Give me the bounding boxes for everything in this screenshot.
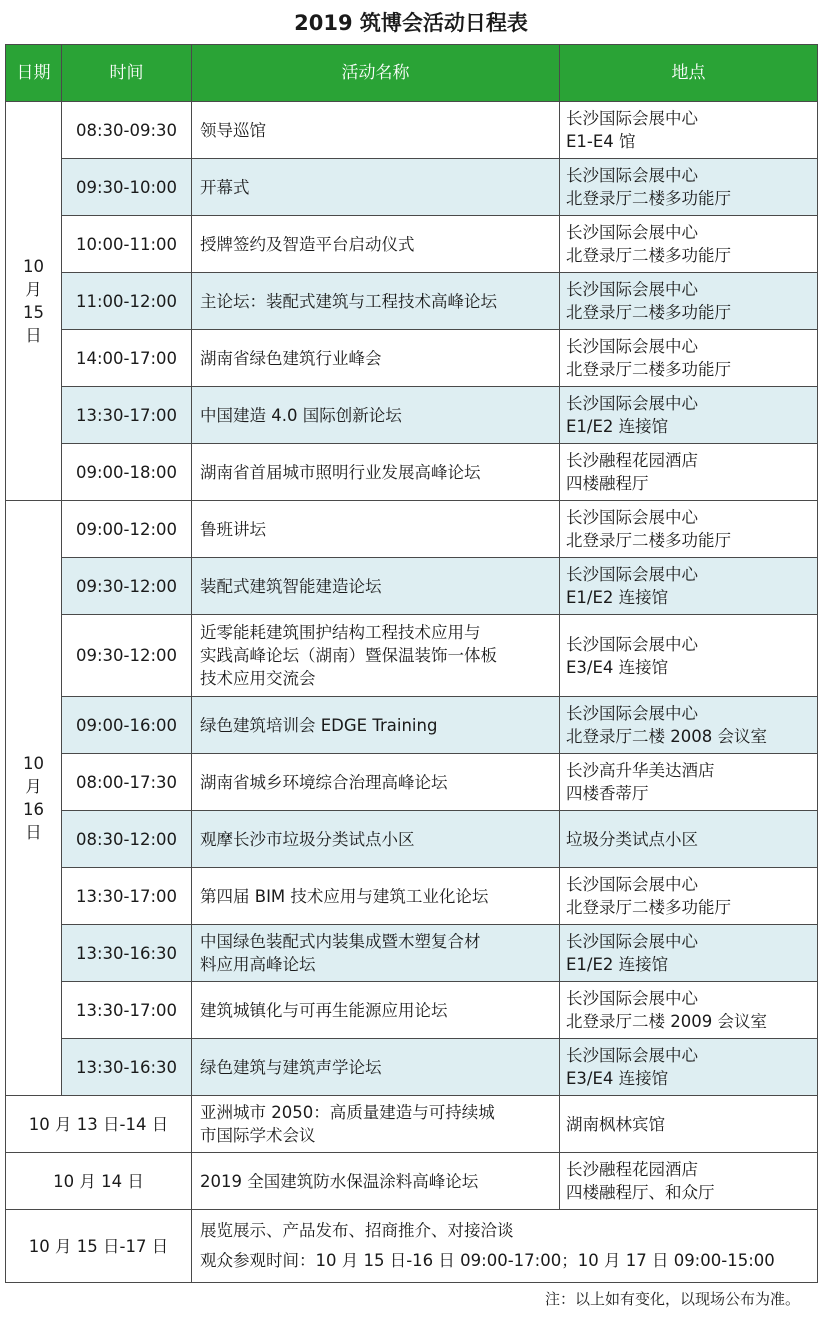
location-line: 北登录厅二楼多功能厅 bbox=[566, 531, 731, 550]
time-cell: 13:30-17:00 bbox=[62, 982, 192, 1039]
time-cell: 09:00-18:00 bbox=[62, 444, 192, 501]
description-line: 展览展示、产品发布、招商推介、对接洽谈 bbox=[200, 1221, 514, 1240]
header-location: 地点 bbox=[560, 45, 818, 102]
description-line: 观众参观时间：10 月 15 日-16 日 09:00-17:00；10 月 17 日 09:00-15:00 bbox=[200, 1251, 775, 1270]
header-name: 活动名称 bbox=[192, 45, 560, 102]
page-title: 2019 筑博会活动日程表 bbox=[294, 11, 528, 35]
time-cell: 08:30-12:00 bbox=[62, 811, 192, 868]
event-name-line: 近零能耗建筑围护结构工程技术应用与 bbox=[200, 623, 481, 642]
location-line: 北登录厅二楼多功能厅 bbox=[566, 360, 731, 379]
location-line: 长沙国际会展中心 bbox=[566, 704, 698, 723]
location-cell: 垃圾分类试点小区 bbox=[560, 811, 818, 868]
event-name-cell: 领导巡馆 bbox=[192, 102, 560, 159]
table-row bbox=[6, 811, 818, 868]
time-cell: 13:30-16:30 bbox=[62, 1039, 192, 1096]
event-name-cell: 第四届 BIM 技术应用与建筑工业化论坛 bbox=[192, 868, 560, 925]
header-row bbox=[6, 45, 818, 102]
event-name-cell bbox=[192, 925, 560, 982]
location-line: 长沙高升华美达酒店 bbox=[566, 761, 715, 780]
location-line: 北登录厅二楼多功能厅 bbox=[566, 189, 731, 208]
location-line: 北登录厅二楼多功能厅 bbox=[566, 303, 731, 322]
event-name-cell bbox=[192, 615, 560, 697]
table-row bbox=[6, 387, 818, 444]
event-name-cell: 湖南省城乡环境综合治理高峰论坛 bbox=[192, 754, 560, 811]
table-row bbox=[6, 697, 818, 754]
location-line: E1/E2 连接馆 bbox=[566, 588, 669, 607]
location-cell bbox=[560, 1153, 818, 1210]
event-name-line: 实践高峰论坛（湖南）暨保温装饰一体板 bbox=[200, 646, 497, 665]
location-cell bbox=[560, 925, 818, 982]
table-row bbox=[6, 216, 818, 273]
date-part: 10 bbox=[23, 754, 44, 773]
location-line: 北登录厅二楼 2009 会议室 bbox=[566, 1012, 767, 1031]
date-part: 日 bbox=[25, 326, 42, 345]
table-row bbox=[6, 982, 818, 1039]
table-row bbox=[6, 501, 818, 558]
location-line: 四楼香蒂厅 bbox=[566, 784, 649, 803]
event-name-cell: 装配式建筑智能建造论坛 bbox=[192, 558, 560, 615]
time-cell: 09:30-12:00 bbox=[62, 558, 192, 615]
location-cell bbox=[560, 982, 818, 1039]
location-cell bbox=[560, 754, 818, 811]
table-row bbox=[6, 1039, 818, 1096]
time-cell: 09:00-12:00 bbox=[62, 501, 192, 558]
location-line: 长沙国际会展中心 bbox=[566, 565, 698, 584]
table-row bbox=[6, 615, 818, 697]
event-name-cell: 开幕式 bbox=[192, 159, 560, 216]
location-line: 北登录厅二楼多功能厅 bbox=[566, 246, 731, 265]
location-line: 北登录厅二楼多功能厅 bbox=[566, 898, 731, 917]
table-row bbox=[6, 754, 818, 811]
event-name-cell: 绿色建筑培训会 EDGE Training bbox=[192, 697, 560, 754]
location-cell: 湖南枫林宾馆 bbox=[560, 1096, 818, 1153]
location-cell bbox=[560, 558, 818, 615]
schedule-table bbox=[5, 44, 818, 1283]
event-name-cell bbox=[192, 1096, 560, 1153]
footnote: 注：以上如有变化，以现场公布为准。 bbox=[544, 1290, 800, 1308]
event-name-cell: 观摩长沙市垃圾分类试点小区 bbox=[192, 811, 560, 868]
event-name-cell: 鲁班讲坛 bbox=[192, 501, 560, 558]
event-description-cell bbox=[192, 1210, 818, 1283]
location-line: 长沙国际会展中心 bbox=[566, 109, 698, 128]
table-row bbox=[6, 330, 818, 387]
time-cell: 14:00-17:00 bbox=[62, 330, 192, 387]
time-cell: 11:00-12:00 bbox=[62, 273, 192, 330]
location-cell bbox=[560, 387, 818, 444]
location-line: E1-E4 馆 bbox=[566, 132, 636, 151]
location-cell bbox=[560, 1039, 818, 1096]
location-cell bbox=[560, 102, 818, 159]
table-row bbox=[6, 273, 818, 330]
table-row bbox=[6, 1096, 818, 1153]
event-name-cell: 授牌签约及智造平台启动仪式 bbox=[192, 216, 560, 273]
header-date: 日期 bbox=[6, 45, 62, 102]
event-name-line: 亚洲城市 2050：高质量建造与可持续城 bbox=[200, 1103, 495, 1122]
event-name-cell: 湖南省绿色建筑行业峰会 bbox=[192, 330, 560, 387]
location-line: E1/E2 连接馆 bbox=[566, 955, 669, 974]
header-time: 时间 bbox=[62, 45, 192, 102]
table-row bbox=[6, 1210, 818, 1283]
time-cell: 08:30-09:30 bbox=[62, 102, 192, 159]
location-line: E3/E4 连接馆 bbox=[566, 657, 669, 677]
location-cell bbox=[560, 501, 818, 558]
time-cell: 13:30-17:00 bbox=[62, 868, 192, 925]
time-cell: 13:30-16:30 bbox=[62, 925, 192, 982]
table-row bbox=[6, 1153, 818, 1210]
location-line: 长沙国际会展中心 bbox=[566, 508, 698, 527]
location-cell bbox=[560, 273, 818, 330]
location-cell bbox=[560, 868, 818, 925]
location-line: 长沙国际会展中心 bbox=[566, 875, 698, 894]
location-cell bbox=[560, 216, 818, 273]
location-cell bbox=[560, 330, 818, 387]
table-row bbox=[6, 868, 818, 925]
date-part: 15 bbox=[23, 303, 44, 322]
table-row bbox=[6, 159, 818, 216]
event-name-cell: 中国建造 4.0 国际创新论坛 bbox=[192, 387, 560, 444]
location-line: 长沙国际会展中心 bbox=[566, 932, 698, 951]
date-part: 10 bbox=[23, 257, 44, 276]
date-cell-oct15 bbox=[6, 102, 62, 501]
date-cell-oct16 bbox=[6, 501, 62, 1096]
location-cell bbox=[560, 444, 818, 501]
location-line: 长沙国际会展中心 bbox=[566, 166, 698, 185]
date-part: 月 bbox=[25, 280, 42, 299]
event-name-cell: 湖南省首届城市照明行业发展高峰论坛 bbox=[192, 444, 560, 501]
location-line: E1/E2 连接馆 bbox=[566, 417, 669, 436]
table-row bbox=[6, 925, 818, 982]
date-cell: 10 月 13 日-14 日 bbox=[6, 1096, 192, 1153]
event-name-line: 料应用高峰论坛 bbox=[200, 955, 316, 974]
date-part: 月 bbox=[25, 777, 42, 796]
time-cell: 09:30-10:00 bbox=[62, 159, 192, 216]
location-line: 四楼融程厅、和众厅 bbox=[566, 1183, 715, 1202]
location-line: 长沙国际会展中心 bbox=[566, 280, 698, 299]
location-line: 长沙融程花园酒店 bbox=[566, 451, 698, 470]
location-line: 长沙国际会展中心 bbox=[566, 634, 698, 654]
time-cell: 10:00-11:00 bbox=[62, 216, 192, 273]
location-cell bbox=[560, 159, 818, 216]
table-row bbox=[6, 558, 818, 615]
event-name-line: 市国际学术会议 bbox=[200, 1126, 316, 1145]
location-line: 长沙国际会展中心 bbox=[566, 1046, 698, 1065]
location-line: 长沙融程花园酒店 bbox=[566, 1160, 698, 1179]
location-line: 四楼融程厅 bbox=[566, 474, 649, 493]
location-line: 长沙国际会展中心 bbox=[566, 989, 698, 1008]
location-line: E3/E4 连接馆 bbox=[566, 1069, 669, 1088]
location-line: 长沙国际会展中心 bbox=[566, 394, 698, 413]
location-cell bbox=[560, 697, 818, 754]
date-part: 16 bbox=[23, 800, 44, 819]
location-cell bbox=[560, 615, 818, 697]
time-cell: 09:00-16:00 bbox=[62, 697, 192, 754]
location-line: 长沙国际会展中心 bbox=[566, 223, 698, 242]
time-cell: 09:30-12:00 bbox=[62, 615, 192, 697]
event-name-cell: 建筑城镇化与可再生能源应用论坛 bbox=[192, 982, 560, 1039]
time-cell: 13:30-17:00 bbox=[62, 387, 192, 444]
location-line: 长沙国际会展中心 bbox=[566, 337, 698, 356]
date-part: 日 bbox=[25, 823, 42, 842]
location-line: 北登录厅二楼 2008 会议室 bbox=[566, 727, 767, 746]
event-name-cell: 主论坛：装配式建筑与工程技术高峰论坛 bbox=[192, 273, 560, 330]
date-cell: 10 月 14 日 bbox=[6, 1153, 192, 1210]
event-name-cell: 2019 全国建筑防水保温涂料高峰论坛 bbox=[192, 1153, 560, 1210]
event-name-cell: 绿色建筑与建筑声学论坛 bbox=[192, 1039, 560, 1096]
time-cell: 08:00-17:30 bbox=[62, 754, 192, 811]
event-name-line: 技术应用交流会 bbox=[200, 669, 316, 688]
date-cell: 10 月 15 日-17 日 bbox=[6, 1210, 192, 1283]
table-row bbox=[6, 444, 818, 501]
table-row bbox=[6, 102, 818, 159]
event-name-line: 中国绿色装配式内装集成暨木塑复合材 bbox=[200, 932, 481, 951]
